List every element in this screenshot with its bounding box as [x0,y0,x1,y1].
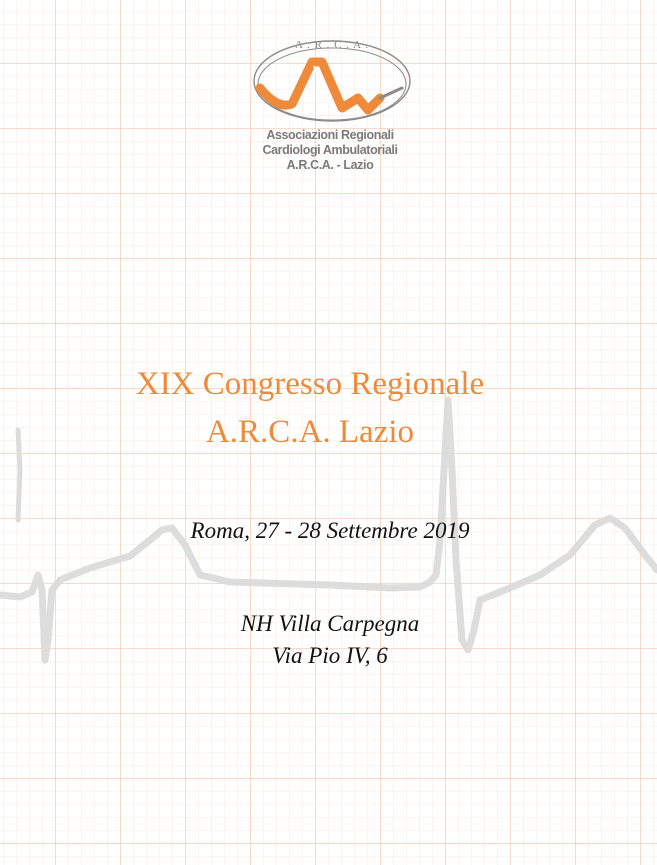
venue-address: Via Pio IV, 6 [272,643,388,668]
event-date: Roma, 27 - 28 Settembre 2019 [190,518,470,543]
congress-subtitle: A.R.C.A. Lazio [205,414,415,450]
logo-ring-text: A . R . C . A . [295,39,369,51]
logo-heartbeat-mark [260,62,402,110]
org-name-line-2: Cardiologi Ambulatoriali [262,143,398,157]
congress-title: XIX Congresso Regionale [135,366,485,402]
venue-name: NH Villa Carpegna [240,611,420,636]
org-name-line-1: Associazioni Regionali [266,128,394,142]
org-name-line-3: A.R.C.A. - Lazio [286,158,374,172]
arca-logo [250,26,415,126]
